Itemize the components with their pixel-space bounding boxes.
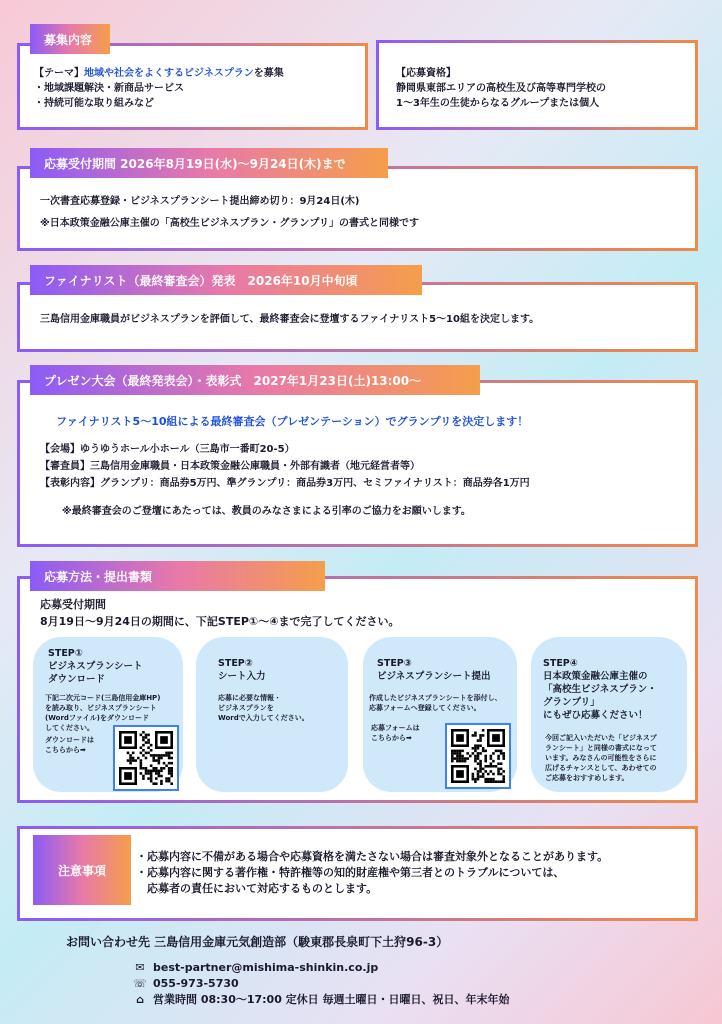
step-3-title: STEP③ ビジネスプランシート提出: [377, 658, 491, 682]
bank-icon: ⌂: [136, 993, 144, 1006]
recruit-item: ・地域課題解決・新商品サービス: [34, 83, 184, 94]
notes-line: ・応募内容に不備がある場合や応募資格を満たさない場合は審査対象外となることがあります。: [136, 850, 609, 863]
step-2-body: 応募に必要な情報・ ビジネスプランを Wordで入力してください。: [218, 694, 309, 722]
eligibility-line: 静岡県東部エリアの高校生及び高等専門学校の: [396, 83, 606, 94]
finalist-tag: ファイナリスト（最終審査会）発表 2026年10月中旬頃: [30, 265, 422, 295]
step-4: [531, 637, 687, 792]
notes-line: ・応募内容に関する著作権・特許権等の知的財産権や第三者とのトラブルについては、: [136, 866, 565, 879]
howto-tag: 応募方法・提出書類: [30, 561, 325, 591]
step-2-title: STEP② シート入力: [218, 658, 266, 682]
period-line1: 一次書査応募登録・ビジネスプランシート提出締め切り：9月24日(木): [40, 196, 360, 207]
mail-icon: ✉: [135, 961, 145, 974]
contact-title: お問い合わせ先 三島信用金庫元気創造部（駿東郡長泉町下土狩96-3）: [66, 935, 449, 949]
step-3-link[interactable]: 応募フォームは こちらから➡: [371, 724, 420, 742]
phone-icon: ☏: [133, 977, 147, 990]
step-4-body: 今回ご記入いただいた「ビジネスプ ランシート」と同様の書式になって います。みなさんの可能性をさらに 広げるチャンスとして、あわせての ご応募をおすすめします。: [545, 734, 657, 782]
presentation-judges: 【審査員】三島信用金庫職員・日本政策金融公庫職員・外部有識者（地元経営者等）: [40, 461, 420, 472]
eligibility-line: 1〜3年生の生徒からなるグループまたは個人: [396, 98, 600, 109]
step-1: [33, 637, 183, 792]
notes-line: 応募者の責任において対応するものとします。: [136, 882, 378, 895]
eligibility-title: 【応募資格】: [396, 68, 456, 79]
contact-phone-row: [133, 975, 239, 992]
howto-period-label: 応募受付期間: [40, 598, 106, 611]
step-4-title: STEP④ 日本政策金融公庫主催の 「高校生ビジネスプラン・ グランプリ」 にもぜひ応募ください！: [543, 658, 657, 721]
step-1-title: STEP① ビジネスプランシート ダウンロード: [48, 648, 143, 685]
step-1-link[interactable]: ダウンロードは こちらから➡: [45, 736, 94, 754]
recruit-item: ・持続可能な取り組みなど: [34, 98, 154, 109]
presentation-tag: プレゼン大会（最終発表会）・表彰式 2027年1月23日(土)13:00〜: [30, 365, 480, 395]
presentation-venue: 【会場】ゆうゆうホール小ホール（三島市一番町20-5）: [40, 444, 295, 455]
presentation-awards: 【表彰内容】グランプリ：商品券5万円、準グランプリ：商品券3万円、セミファイナリスト：商品券各1万円: [40, 478, 530, 489]
howto-period-text: 8月19日〜9月24日の期間に、下記STEP①〜④まで完了してください。: [40, 615, 400, 628]
step-3-body: 作成したビジネスプランシートを添付し、 応募フォームへ登録してください。: [369, 694, 502, 712]
contact-hours: 営業時間 08:30〜17:00 定休日 毎週土曜日・日曜日、祝日、年末年始: [153, 993, 510, 1006]
contact-phone[interactable]: 055-973-5730: [153, 977, 239, 990]
contact-email[interactable]: best-partner@mishima-shinkin.co.jp: [153, 961, 379, 974]
contact-hours-row: [133, 991, 510, 1008]
qr-code-download[interactable]: [113, 725, 179, 791]
theme-prefix: 【テーマ】: [34, 68, 84, 79]
notes-tag: 注意事項: [33, 835, 131, 905]
presentation-note: ※最終審査会のご登壇にあたっては、教員のみなさまによる引率のご協力をお願いします。: [62, 506, 471, 517]
period-tag: 応募受付期間 2026年8月19日(水)〜9月24日(木)まで: [30, 148, 388, 178]
presentation-lead: ファイナリスト5〜10組による最終審査会（プレゼンテーション）でグランプリを決定します！: [56, 415, 529, 428]
period-line2: ※日本政策金融公庫主催の「高校生ビジネスプラン・グランプリ」の書式と同様です: [40, 218, 420, 229]
theme-highlight: 地域や社会をよくするビジネスプラン: [84, 68, 254, 79]
qr-code-form[interactable]: [445, 723, 511, 789]
contact-email-row: [133, 959, 378, 976]
recruit-tag: 募集内容: [30, 24, 110, 54]
finalist-line: 三島信用金庫職員がビジネスプランを評価して、最終審査会に登壇するファイナリスト5〜10組を決定します。: [40, 314, 540, 325]
step-1-body: 下記二次元コード(三島信用金庫HP) を読み取り、ビジネスプランシート (Wordファイル)をダウンロード してください。: [45, 694, 161, 732]
step-3: [363, 637, 517, 792]
theme-suffix: を募集: [253, 68, 284, 79]
step-2: [196, 637, 348, 792]
